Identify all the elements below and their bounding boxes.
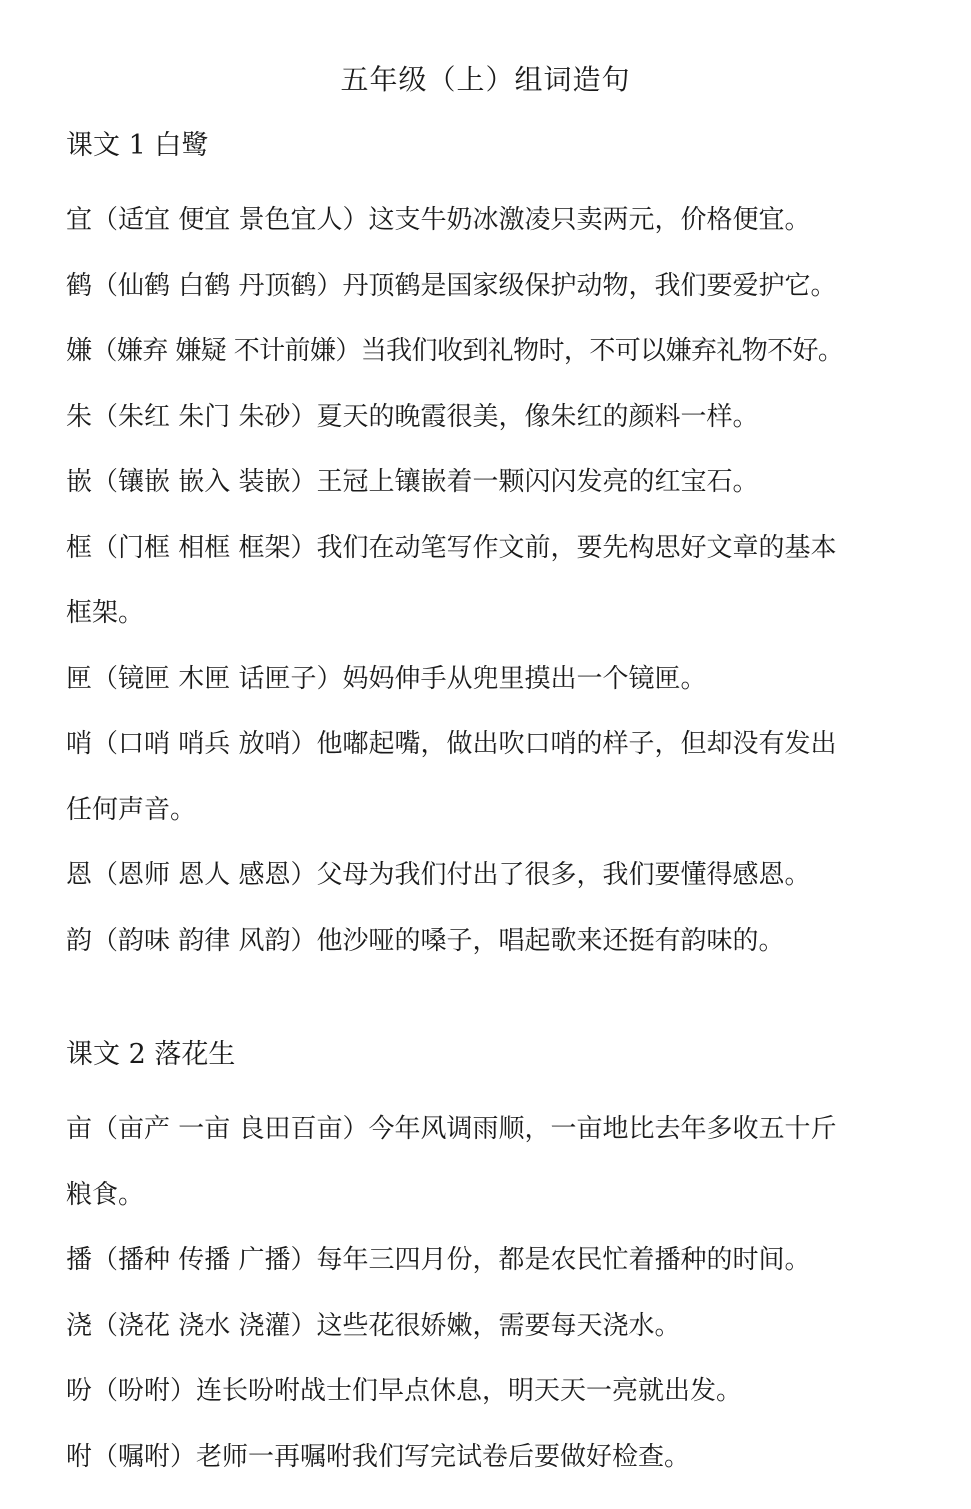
section-heading: 课文 1 白鹭 — [66, 130, 209, 161]
word-entry: 鹤（仙鹤 白鹤 丹顶鹤）丹顶鹤是国家级保护动物，我们要爱护它。 — [66, 270, 837, 301]
page-title: 五年级（上）组词造句 — [340, 63, 631, 96]
word-entry: 框（门框 相框 框架）我们在动笔写作文前，要先构思好文章的基本 — [66, 532, 837, 563]
word-entry: 宜（适宜 便宜 景色宜人）这支牛奶冰激凌只卖两元，价格便宜。 — [66, 205, 811, 235]
section-lesson-1 — [66, 124, 946, 974]
word-entry-continuation: 任何声音。 — [66, 794, 197, 825]
word-entry: 播（播种 传播 广播）每年三四月份，都是农民忙着播种的时间。 — [66, 1245, 811, 1275]
word-entry: 朱（朱红 朱门 朱砂）夏天的晚霞很美，像朱红的颜料一样。 — [66, 401, 759, 432]
word-entry: 浇（浇花 浇水 浇灌）这些花很娇嫩，需要每天浇水。 — [66, 1310, 681, 1341]
word-entry-continuation: 框架。 — [66, 598, 145, 628]
section-lesson-2 — [66, 1033, 946, 1490]
word-entry: 韵（韵味 韵律 风韵）他沙哑的嗓子，唱起歌来还挺有韵味的。 — [66, 925, 785, 956]
word-entry: 匣（镜匣 木匣 话匣子）妈妈伸手从兜里摸出一个镜匣。 — [66, 663, 707, 694]
word-entry-continuation: 粮食。 — [66, 1179, 145, 1210]
word-entry: 咐（嘱咐）老师一再嘱咐我们写完试卷后要做好检查。 — [66, 1441, 691, 1472]
word-entry: 嫌（嫌弃 嫌疑 不计前嫌）当我们收到礼物时，不可以嫌弃礼物不好。 — [66, 336, 844, 366]
section-heading: 课文 2 落花生 — [66, 1039, 236, 1070]
word-entry: 嵌（镶嵌 嵌入 装嵌）王冠上镶嵌着一颗闪闪发亮的红宝石。 — [66, 467, 759, 497]
word-entry: 亩（亩产 一亩 良田百亩）今年风调雨顺，一亩地比去年多收五十斤 — [66, 1114, 837, 1144]
word-entry: 哨（口哨 哨兵 放哨）他嘟起嘴，做出吹口哨的样子，但却没有发出 — [66, 729, 837, 759]
word-entry: 吩（吩咐）连长吩咐战士们早点休息，明天天一亮就出发。 — [66, 1376, 743, 1406]
word-entry: 恩（恩师 恩人 感恩）父母为我们付出了很多，我们要懂得感恩。 — [66, 860, 811, 890]
